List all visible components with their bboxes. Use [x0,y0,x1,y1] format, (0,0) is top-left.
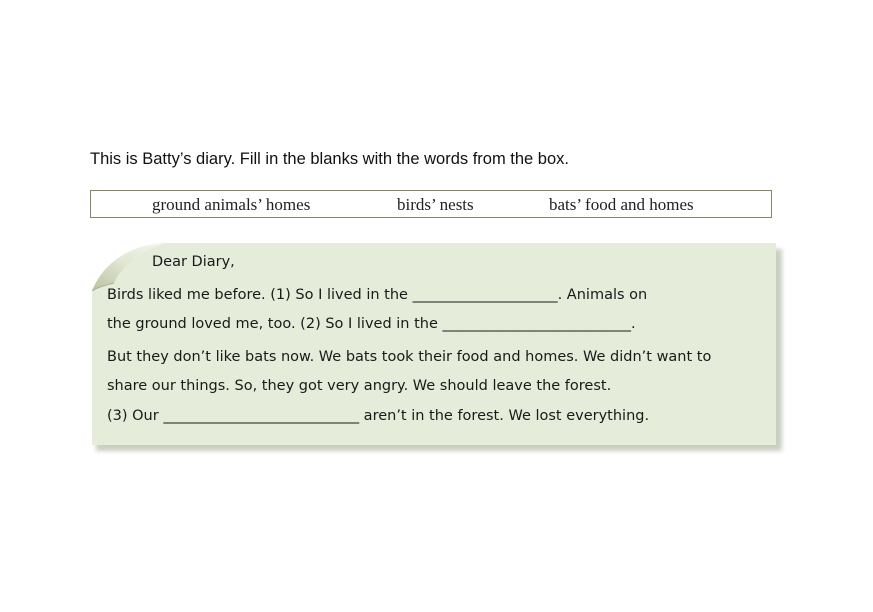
diary-line: But they don’t like bats now. We bats took their food and homes. We didn’t want to [107,349,712,365]
diary-line: Birds liked me before. (1) So I lived in the ____________________. Animals on [107,287,648,303]
instruction-text: This is Batty’s diary. Fill in the blanks with the words from the box. [90,150,569,168]
word-option: birds’ nests [397,195,474,214]
diary-line: share our things. So, they got very angry. We should leave the forest. [107,378,612,394]
diary-greeting: Dear Diary, [152,254,235,270]
word-option: ground animals’ homes [152,195,311,214]
diary-line: the ground loved me, too. (2) So I lived in the __________________________. [107,316,636,332]
word-box [90,190,772,218]
word-option: bats’ food and homes [549,195,694,214]
diary-line: (3) Our ___________________________ aren’t in the forest. We lost everything. [107,408,650,424]
